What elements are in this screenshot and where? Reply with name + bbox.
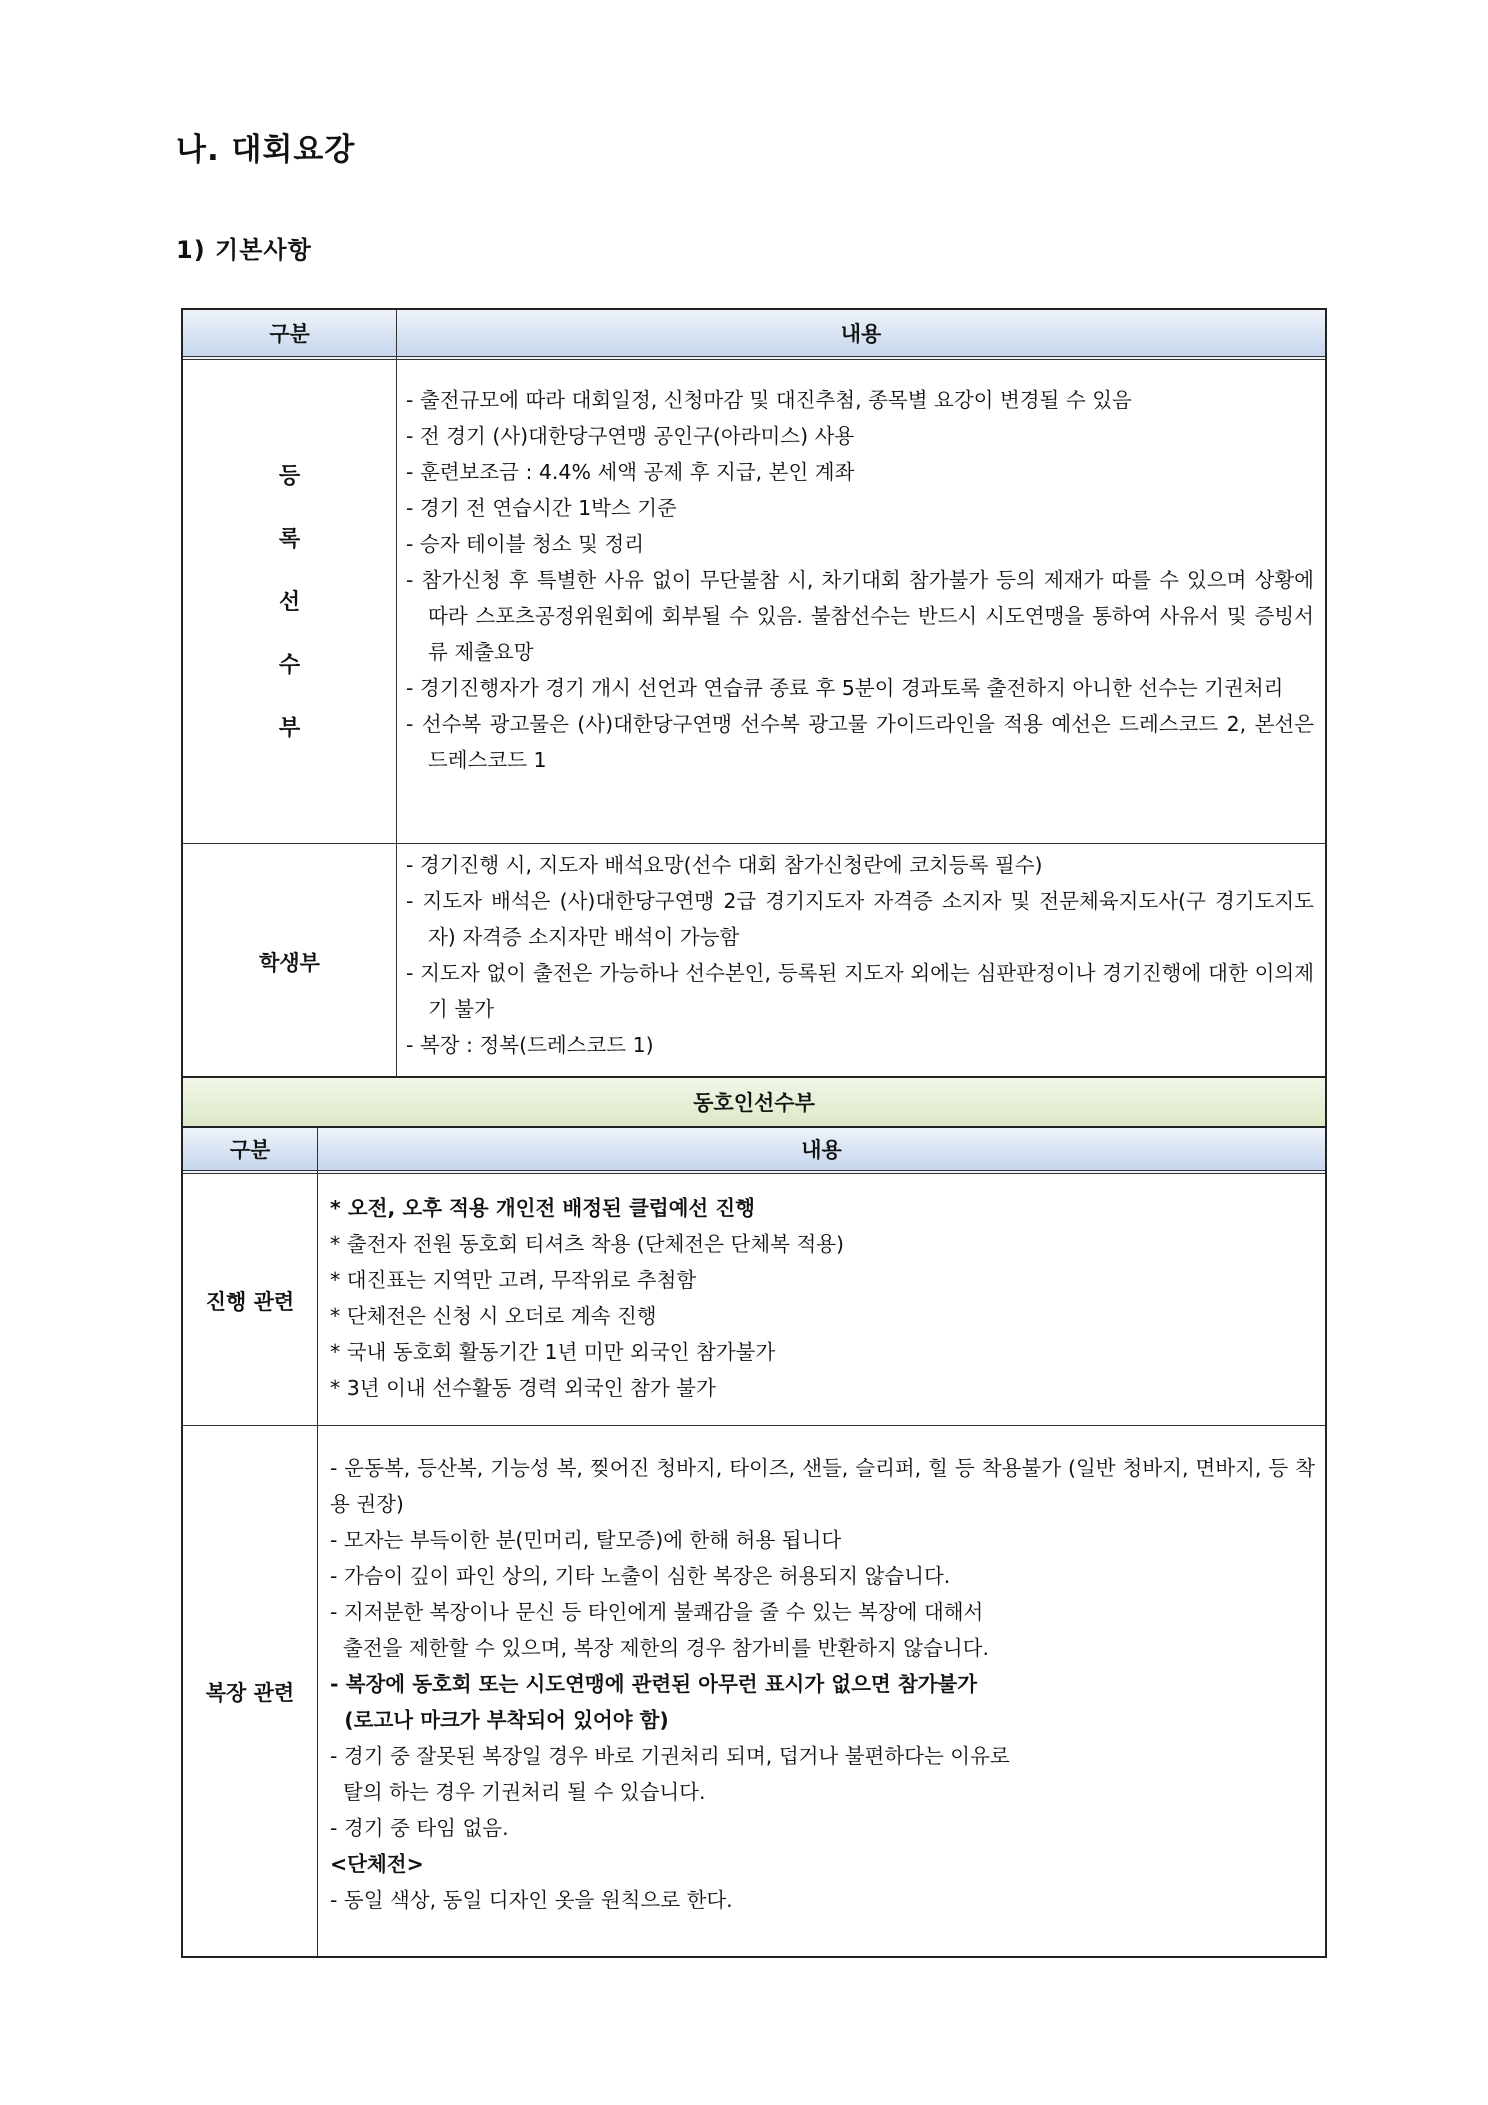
- dress-item: <단체전>: [330, 1852, 424, 1876]
- rule-item: - 경기진행자가 경기 개시 선언과 연습큐 종료 후 5분이 경과토록 출전하지 아니한 선수는 기권처리: [406, 676, 1284, 700]
- progress-item: * 대진표는 지역만 고려, 무작위로 추첨함: [330, 1268, 697, 1292]
- table1-header-category: 구분: [269, 322, 310, 346]
- rule-item: - 경기진행 시, 지도자 배석요망(선수 대회 참가신청란에 코치등록 필수): [406, 853, 1043, 877]
- rule-item: - 훈련보조금 : 4.4% 세액 공제 후 지급, 본인 계좌: [406, 460, 855, 484]
- registered-player-label: [183, 362, 396, 843]
- dress-item: - 경기 중 잘못된 복장일 경우 바로 기권처리 되며, 덥거나 불편하다는 이유로: [330, 1744, 1010, 1768]
- rule-item: - 경기 전 연습시간 1박스 기준: [406, 496, 677, 520]
- amateur-division-band: 동호인선수부: [181, 1078, 1327, 1126]
- dress-item: - 복장에 동호회 또는 시도연맹에 관련된 아무런 표시가 없으면 참가불가: [330, 1672, 978, 1696]
- rule-item: - 출전규모에 따라 대회일정, 신청마감 및 대진추첨, 종목별 요강이 변경될 수 있음: [406, 388, 1132, 412]
- rule-item: - 승자 테이블 청소 및 정리: [406, 532, 645, 556]
- dress-item: - 동일 색상, 동일 디자인 옷을 원칙으로 한다.: [330, 1888, 733, 1912]
- dress-item: - 운동복, 등산복, 기능성 복, 찢어진 청바지, 타이즈, 샌들, 슬리퍼, 힐 등 착용불가 (일반 청바지, 면바지, 등 착용 권장): [330, 1456, 1315, 1516]
- dress-item: - 경기 중 타임 없음.: [330, 1816, 509, 1840]
- rule-item: - 전 경기 (사)대한당구연맹 공인구(아라미스) 사용: [406, 424, 855, 448]
- registered-player-content: [406, 382, 1314, 778]
- dress-item: - 지저분한 복장이나 문신 등 타인에게 불쾌감을 줄 수 있는 복장에 대해서: [330, 1600, 984, 1624]
- rule-item: - 복장 : 정복(드레스코드 1): [406, 1033, 654, 1057]
- student-division-label: 학생부: [259, 950, 320, 975]
- registered-label-char: 부: [278, 716, 301, 741]
- table2-header-category: 구분: [229, 1138, 271, 1162]
- dress-item: - 가슴이 깊이 파인 상의, 기타 노출이 심한 복장은 허용되지 않습니다.: [330, 1564, 951, 1588]
- dress-related-content: [330, 1450, 1315, 1918]
- section-title: 1) 기본사항: [176, 236, 312, 264]
- progress-related-label: 진행 관련: [205, 1289, 295, 1314]
- page-title: 나. 대회요강: [176, 132, 356, 168]
- table2-column-divider: [317, 1128, 318, 1956]
- registered-label-char: 록: [278, 527, 301, 552]
- rule-item: - 참가신청 후 특별한 사유 없이 무단불참 시, 차기대회 참가불가 등의 제재가 따를 수 있으며 상황에 따라 스포츠공정위원회에 회부될 수 있음. 불참선수는 반드시 시도연맹을 통하여 사유서 및 증빙서류 제출요망: [406, 568, 1314, 664]
- registered-label-char: 선: [278, 590, 301, 615]
- table1-header-content: 내용: [840, 322, 882, 346]
- progress-item: * 오전, 오후 적용 개인전 배정된 클럽예선 진행: [330, 1196, 755, 1220]
- rule-item: - 지도자 배석은 (사)대한당구연맹 2급 경기지도자 자격증 소지자 및 전문체육지도사(구 경기도지도자) 자격증 소지자만 배석이 가능함: [406, 889, 1314, 949]
- registered-label-char: 등: [278, 464, 301, 489]
- dress-item: 출전을 제한할 수 있으며, 복장 제한의 경우 참가비를 반환하지 않습니다.: [330, 1636, 989, 1660]
- progress-item: * 국내 동호회 활동기간 1년 미만 외국인 참가불가: [330, 1340, 776, 1364]
- dress-item: - 모자는 부득이한 분(민머리, 탈모증)에 한해 허용 됩니다: [330, 1528, 842, 1552]
- table1-column-divider: [396, 310, 397, 1078]
- rule-item: - 선수복 광고물은 (사)대한당구연맹 선수복 광고물 가이드라인을 적용 예선은 드레스코드 2, 본선은 드레스코드 1: [406, 712, 1314, 772]
- dress-item: 탈의 하는 경우 기권처리 될 수 있습니다.: [330, 1780, 706, 1804]
- dress-related-label: 복장 관련: [205, 1680, 295, 1705]
- progress-item: * 단체전은 신청 시 오더로 계속 진행: [330, 1304, 657, 1328]
- progress-related-content: [330, 1190, 1315, 1406]
- rule-item: - 지도자 없이 출전은 가능하나 선수본인, 등록된 지도자 외에는 심판판정이나 경기진행에 대한 이의제기 불가: [406, 961, 1314, 1021]
- table1-row-divider: [183, 843, 1325, 844]
- dress-item: (로고나 마크가 부착되어 있어야 함): [330, 1708, 669, 1732]
- table2-row-divider: [183, 1425, 1325, 1426]
- table2-header-content: 내용: [801, 1138, 842, 1162]
- registered-label-char: 수: [278, 653, 301, 678]
- progress-item: * 3년 이내 선수활동 경력 외국인 참가 불가: [330, 1376, 716, 1400]
- progress-item: * 출전자 전원 동호회 티셔츠 착용 (단체전은 단체복 적용): [330, 1232, 845, 1256]
- student-division-content: [406, 847, 1314, 1063]
